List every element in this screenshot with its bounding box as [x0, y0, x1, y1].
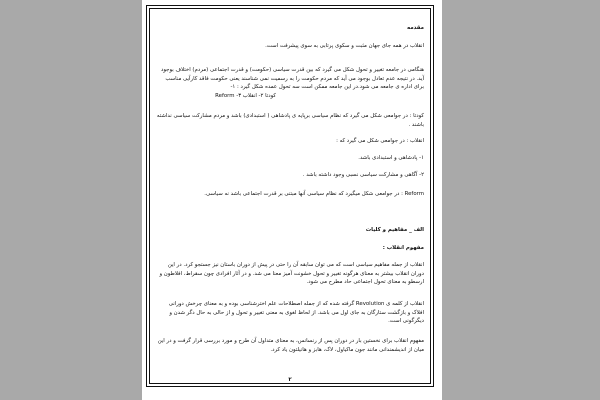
list-item-2: ۲- آگاهی و مشارکت سیاسی نسبی وجود داشته باشد . — [302, 172, 424, 178]
concept-paragraph-3: مفهوم انقلاب برای نخستین بار در دوران پس از رنسانس، به معنای متداول آن طرح و مورد بررسی قرار گرفت و در این میان از اندیشمندانی مانند جون ماکیاول، لاک، هابز و هانیلتون یاد کرد. — [157, 338, 424, 353]
document-page — [142, 0, 442, 400]
heading-concepts: الف _ مفاهیم و کلیات — [365, 227, 424, 233]
document-content — [156, 14, 424, 383]
heading-intro: مقدمه — [407, 25, 424, 31]
heading-concept-revolution: مفهوم انقلاب : — [382, 245, 424, 251]
concept-paragraph-1: انقلاب از جمله مفاهیم سیاسی است که می توان سابقه آن را حتی در پیش از دوران باستان نیز جستجو کرد. در این دوران انقلاب بیشتر به معنای هرگونه تغییر و تحول خشونت آمیز معنا می شد. و در آثار افرادی چون سقراط، افلاطون و ارسطو به معنای تحول اجتماعی حاد مطرح می شود. — [159, 262, 424, 286]
concept-paragraph-2: انقلاب از کلمه ی Revolution گرفته شده که از جمله اصطلاحات علم اخترشناسی بوده و به معنای چرخش دورانی افلاک و بازگشت ستارگان به جای اول می باشد. از لحاظ لغوی به معنی تغییر و تحول و از حالی به حال دگر شدن و دیگرگونی است. — [168, 301, 424, 325]
reform-paragraph: Reform : در جوامعی شکل میگیرد که نظام سیاسی آنها مبتنی بر قدرت اجتماعی باشد نه سیاسی. — [204, 191, 424, 197]
intro-paragraph-1: انقلاب در همه جای جهان مثبت و سکوی پرتابی به سوی پیشرفت است. — [265, 43, 424, 49]
revolution-paragraph: انقلاب : در جوامعی شکل می گیرد که : — [336, 138, 424, 144]
coup-paragraph: کودتا : در جوامعی شکل می گیرد که نظام سیاسی برپایه ی پادشاهی ( استبدادی) باشد و مردم مشارکت سیاسی نداشته باشند . — [156, 113, 424, 128]
list-item-1: ۱- پادشاهی و استبدادی باشد. — [358, 155, 424, 161]
page-number: ۲ — [288, 377, 292, 383]
intro-paragraph-2: هنگامی در جامعه تغییر و تحول شکل می گیرد که بین قدرت سیاسی (حکومت) و قدرت اجتماعی (مردم) اختلاف بوجود آید. در نتیجه عدم تعادل بوجود می آید که مردم حکومت را به رسمیت نمی شناسند یعنی حکومت فاقد کارآیی مناسب برای اداره ی جامعه می شود.در این جامعه ممکن است سه تحول عمده شکل گیرد : ۱- — [160, 67, 424, 91]
intro-list: کودتا ۲- انقلاب ۳- Reform — [215, 93, 276, 99]
